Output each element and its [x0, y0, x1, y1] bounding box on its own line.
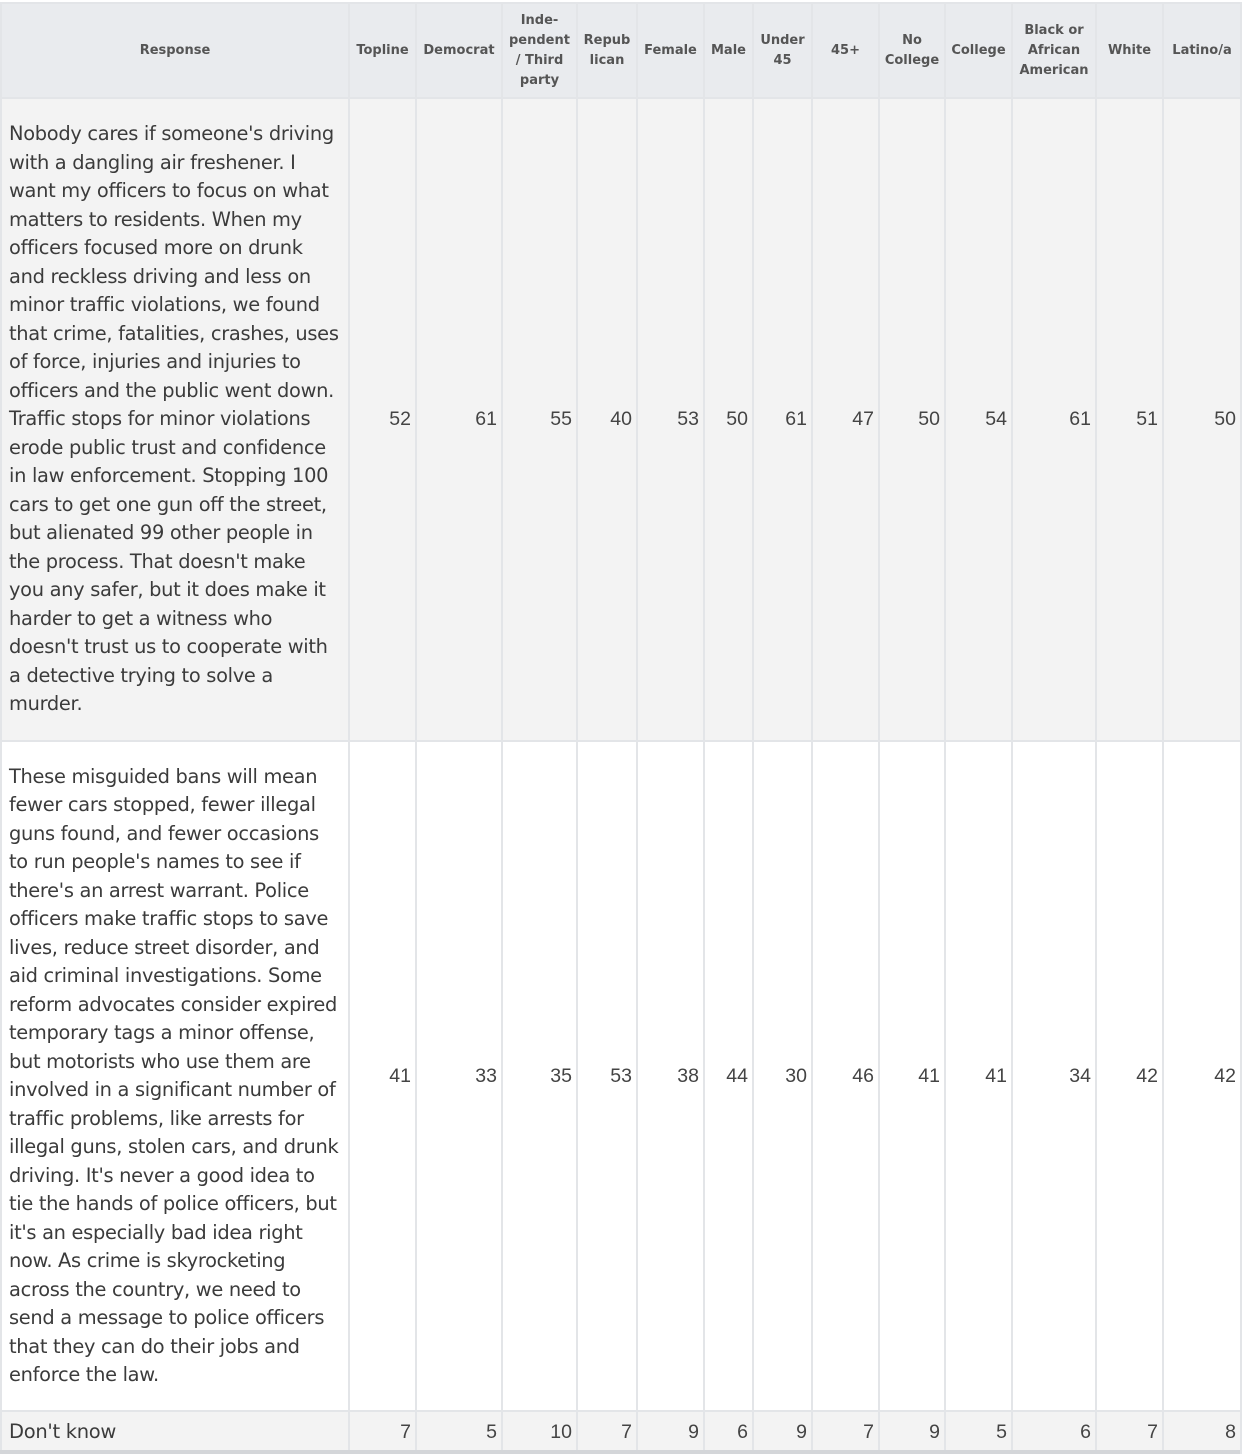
value-cell-republican: 53 — [577, 741, 637, 1411]
value-cell-female: 38 — [637, 741, 704, 1411]
value-cell-black: 34 — [1012, 741, 1096, 1411]
header-label: White — [1107, 42, 1152, 58]
table-row — [1, 1411, 1241, 1453]
header-label-line: party — [519, 72, 560, 88]
header-label-line: Black or — [1024, 22, 1084, 38]
column-header-democrat[interactable] — [416, 3, 502, 98]
value-cell-college: 5 — [945, 1411, 1012, 1453]
header-label-line: No — [902, 32, 922, 48]
column-header-college[interactable] — [945, 3, 1012, 98]
column-header-black[interactable] — [1012, 3, 1096, 98]
value-cell-democrat: 61 — [416, 98, 502, 741]
header-label-line: 45 — [773, 52, 792, 68]
header-label-line: / Third — [515, 52, 564, 68]
header-label: Democrat — [423, 42, 495, 58]
column-header-independent[interactable] — [502, 3, 577, 98]
header-label: College — [951, 42, 1006, 58]
value-cell-independent: 35 — [502, 741, 577, 1411]
value-cell-black: 61 — [1012, 98, 1096, 741]
column-header-topline[interactable] — [349, 3, 416, 98]
header-row — [1, 3, 1241, 98]
column-header-male[interactable] — [704, 3, 753, 98]
header-label-line: African — [1027, 42, 1081, 58]
table-bottom-border — [0, 1450, 1240, 1454]
column-header-45plus[interactable] — [812, 3, 879, 98]
value-cell-topline: 7 — [349, 1411, 416, 1453]
value-cell-45plus: 7 — [812, 1411, 879, 1453]
value-cell-female: 53 — [637, 98, 704, 741]
column-header-latino[interactable] — [1163, 3, 1241, 98]
response-cell: Nobody cares if someone's driving with a dangling air freshener. I want my officers to focus on what matters to residents. When my officers focused more on drunk and reckless driving and less on minor traffic violations, we found that crime, fatalities, crashes, uses of force, injuries and injuries to officers and the public went down. Traffic stops for minor violations erode public trust and confidence in law enforcement. Stopping 100 cars to get one gun off the street, but alienated 99 other people in the process. That doesn't make you any safer, but it does make it harder to get a witness who doesn't trust us to cooperate with a detective trying to solve a murder. — [1, 98, 349, 741]
header-label: 45+ — [831, 42, 860, 58]
response-cell: These misguided bans will mean fewer cars stopped, fewer illegal guns found, and fewer occasions to run people's names to see if there's an arrest warrant. Police officers make traffic stops to save lives, reduce street disorder, and aid criminal investigations. Some reform advocates consider expired temporary tags a minor offense, but motorists who use them are involved in a significant number of traffic problems, like arrests for illegal guns, stolen cars, and drunk driving. It's never a good idea to tie the hands of police officers, but it's an especially bad idea right now. As crime is skyrocketing across the country, we need to send a message to police officers that they can do their jobs and enforce the law. — [1, 741, 349, 1411]
value-cell-black: 6 — [1012, 1411, 1096, 1453]
value-cell-independent: 10 — [502, 1411, 577, 1453]
column-header-no-college[interactable] — [879, 3, 945, 98]
header-label: Response — [139, 42, 211, 58]
value-cell-no-college: 50 — [879, 98, 945, 741]
header-label-line: Under — [760, 32, 805, 48]
value-cell-republican: 7 — [577, 1411, 637, 1453]
header-label-line: Inde- — [520, 12, 559, 28]
value-cell-white: 51 — [1096, 98, 1163, 741]
response-cell: Don't know — [1, 1411, 349, 1453]
value-cell-latino: 8 — [1163, 1411, 1241, 1453]
value-cell-independent: 55 — [502, 98, 577, 741]
header-label: Latino/a — [1172, 42, 1232, 58]
table-row — [1, 98, 1241, 741]
value-cell-no-college: 41 — [879, 741, 945, 1411]
crosstab-table — [0, 2, 1242, 1454]
table-row — [1, 741, 1241, 1411]
value-cell-male: 44 — [704, 741, 753, 1411]
value-cell-white: 42 — [1096, 741, 1163, 1411]
value-cell-latino: 50 — [1163, 98, 1241, 741]
value-cell-college: 54 — [945, 98, 1012, 741]
value-cell-white: 7 — [1096, 1411, 1163, 1453]
value-cell-no-college: 9 — [879, 1411, 945, 1453]
column-header-under45[interactable] — [753, 3, 812, 98]
value-cell-male: 50 — [704, 98, 753, 741]
value-cell-republican: 40 — [577, 98, 637, 741]
value-cell-45plus: 46 — [812, 741, 879, 1411]
value-cell-topline: 41 — [349, 741, 416, 1411]
header-label-line: pendent — [509, 32, 570, 48]
column-header-female[interactable] — [637, 3, 704, 98]
header-label-line: Repub — [583, 32, 631, 48]
column-header-response[interactable] — [1, 3, 349, 98]
column-header-white[interactable] — [1096, 3, 1163, 98]
value-cell-democrat: 5 — [416, 1411, 502, 1453]
header-label-line: College — [884, 52, 940, 68]
value-cell-under45: 9 — [753, 1411, 812, 1453]
value-cell-under45: 30 — [753, 741, 812, 1411]
header-label-line: lican — [589, 52, 625, 68]
value-cell-democrat: 33 — [416, 741, 502, 1411]
value-cell-latino: 42 — [1163, 741, 1241, 1411]
value-cell-45plus: 47 — [812, 98, 879, 741]
value-cell-college: 41 — [945, 741, 1012, 1411]
value-cell-under45: 61 — [753, 98, 812, 741]
value-cell-female: 9 — [637, 1411, 704, 1453]
header-label: Topline — [356, 42, 409, 58]
column-header-republican[interactable] — [577, 3, 637, 98]
value-cell-topline: 52 — [349, 98, 416, 741]
header-label-line: American — [1019, 62, 1089, 78]
header-label: Male — [711, 42, 746, 58]
value-cell-male: 6 — [704, 1411, 753, 1453]
header-label: Female — [644, 42, 697, 58]
